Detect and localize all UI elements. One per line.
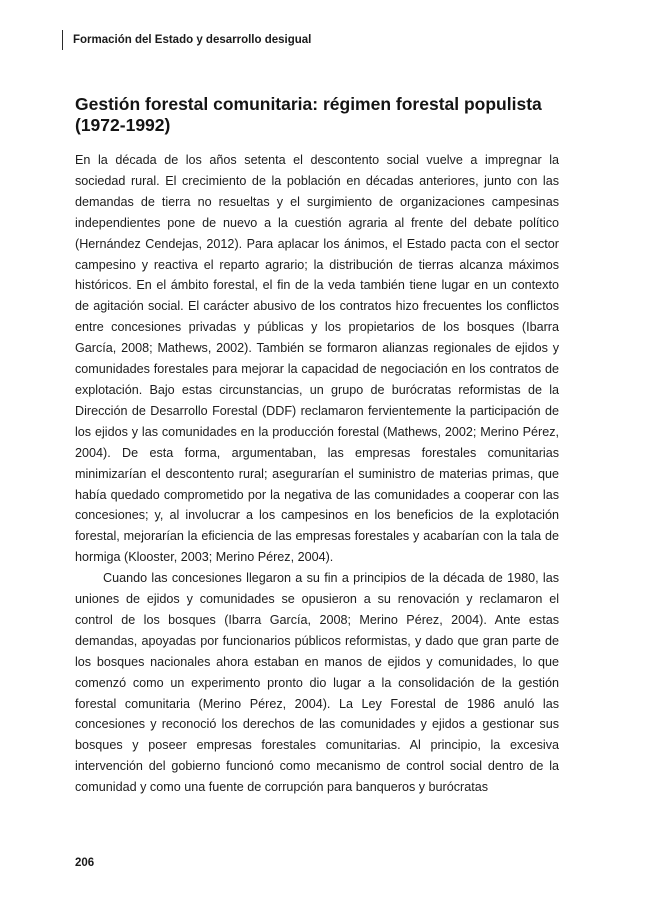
body-paragraph-1: En la década de los años setenta el descontento social vuelve a impregnar la sociedad rural. El crecimiento de la población en décadas anteriores, junto con las demandas de tierra no resueltas y el surgimiento de organizaciones campesinas independientes pone de nuevo a la cuestión agraria al frente del debate político (Hernández Cendejas, 2012). Para aplacar los ánimos, el Estado pacta con el sector campesino y reactiva el reparto agrario; la distribución de tierras alcanza máximos históricos. En el ámbito forestal, el fin de la veda también tiene lugar en un contexto de agitación social. El carácter abusivo de los contratos hizo frecuentes los conflictos entre concesiones privadas y públicas y los propietarios de los bosques (Ibarra García, 2008; Mathews, 2002). También se formaron alianzas regionales de ejidos y comunidades forestales para mejorar la capacidad de negociación en los contratos de explotación. Bajo estas circunstancias, un grupo de burócratas reformistas de la Dirección de Desarrollo Forestal (DDF) reclamaron fervientemente la participación de los ejidos y las comunidades en la producción forestal (Mathews, 2002; Merino Pérez, 2004). De esta forma, argumentaban, las empresas forestales comunitarias minimizarían el descontento rural; asegurarían el suministro de materias primas, que había quedado comprometido por la negativa de las comunidades a cooperar con las concesiones; y, al involucrar a los campesinos en los beneficios de la explotación forestal, mejorarían la eficiencia de las empresas forestales y acabarían con la tala de hormiga (Klooster, 2003; Merino Pérez, 2004). (75, 153, 559, 565)
running-header: Formación del Estado y desarrollo desigual (62, 30, 311, 50)
body-text (75, 150, 559, 798)
section-title: Gestión forestal comunitaria: régimen forestal populista (1972-1992) (75, 94, 542, 135)
page-number: 206 (75, 857, 95, 869)
body-paragraph-2: Cuando las concesiones llegaron a su fin a principios de la década de 1980, las uniones de ejidos y comunidades se opusieron a su renovación y reclamaron el control de los bosques (Ibarra García, 2008; Merino Pérez, 2004). Ante estas demandas, apoyadas por funcionarios públicos reformistas, y dado que gran parte de los bosques nacionales ahora estaban en manos de ejidos y comunidades, lo que comenzó como un experimento pronto dio lugar a la consolidación de la gestión forestal comunitaria (Merino Pérez, 2004). La Ley Forestal de 1986 anuló las concesiones y reconoció los derechos de las comunidades y ejidos a gestionar sus bosques y poseer empresas forestales comunitarias. Al principio, la excesiva intervención del gobierno funcionó como mecanismo de control social dentro de la comunidad y como una fuente de corrupción para banqueros y burócratas (75, 571, 559, 795)
